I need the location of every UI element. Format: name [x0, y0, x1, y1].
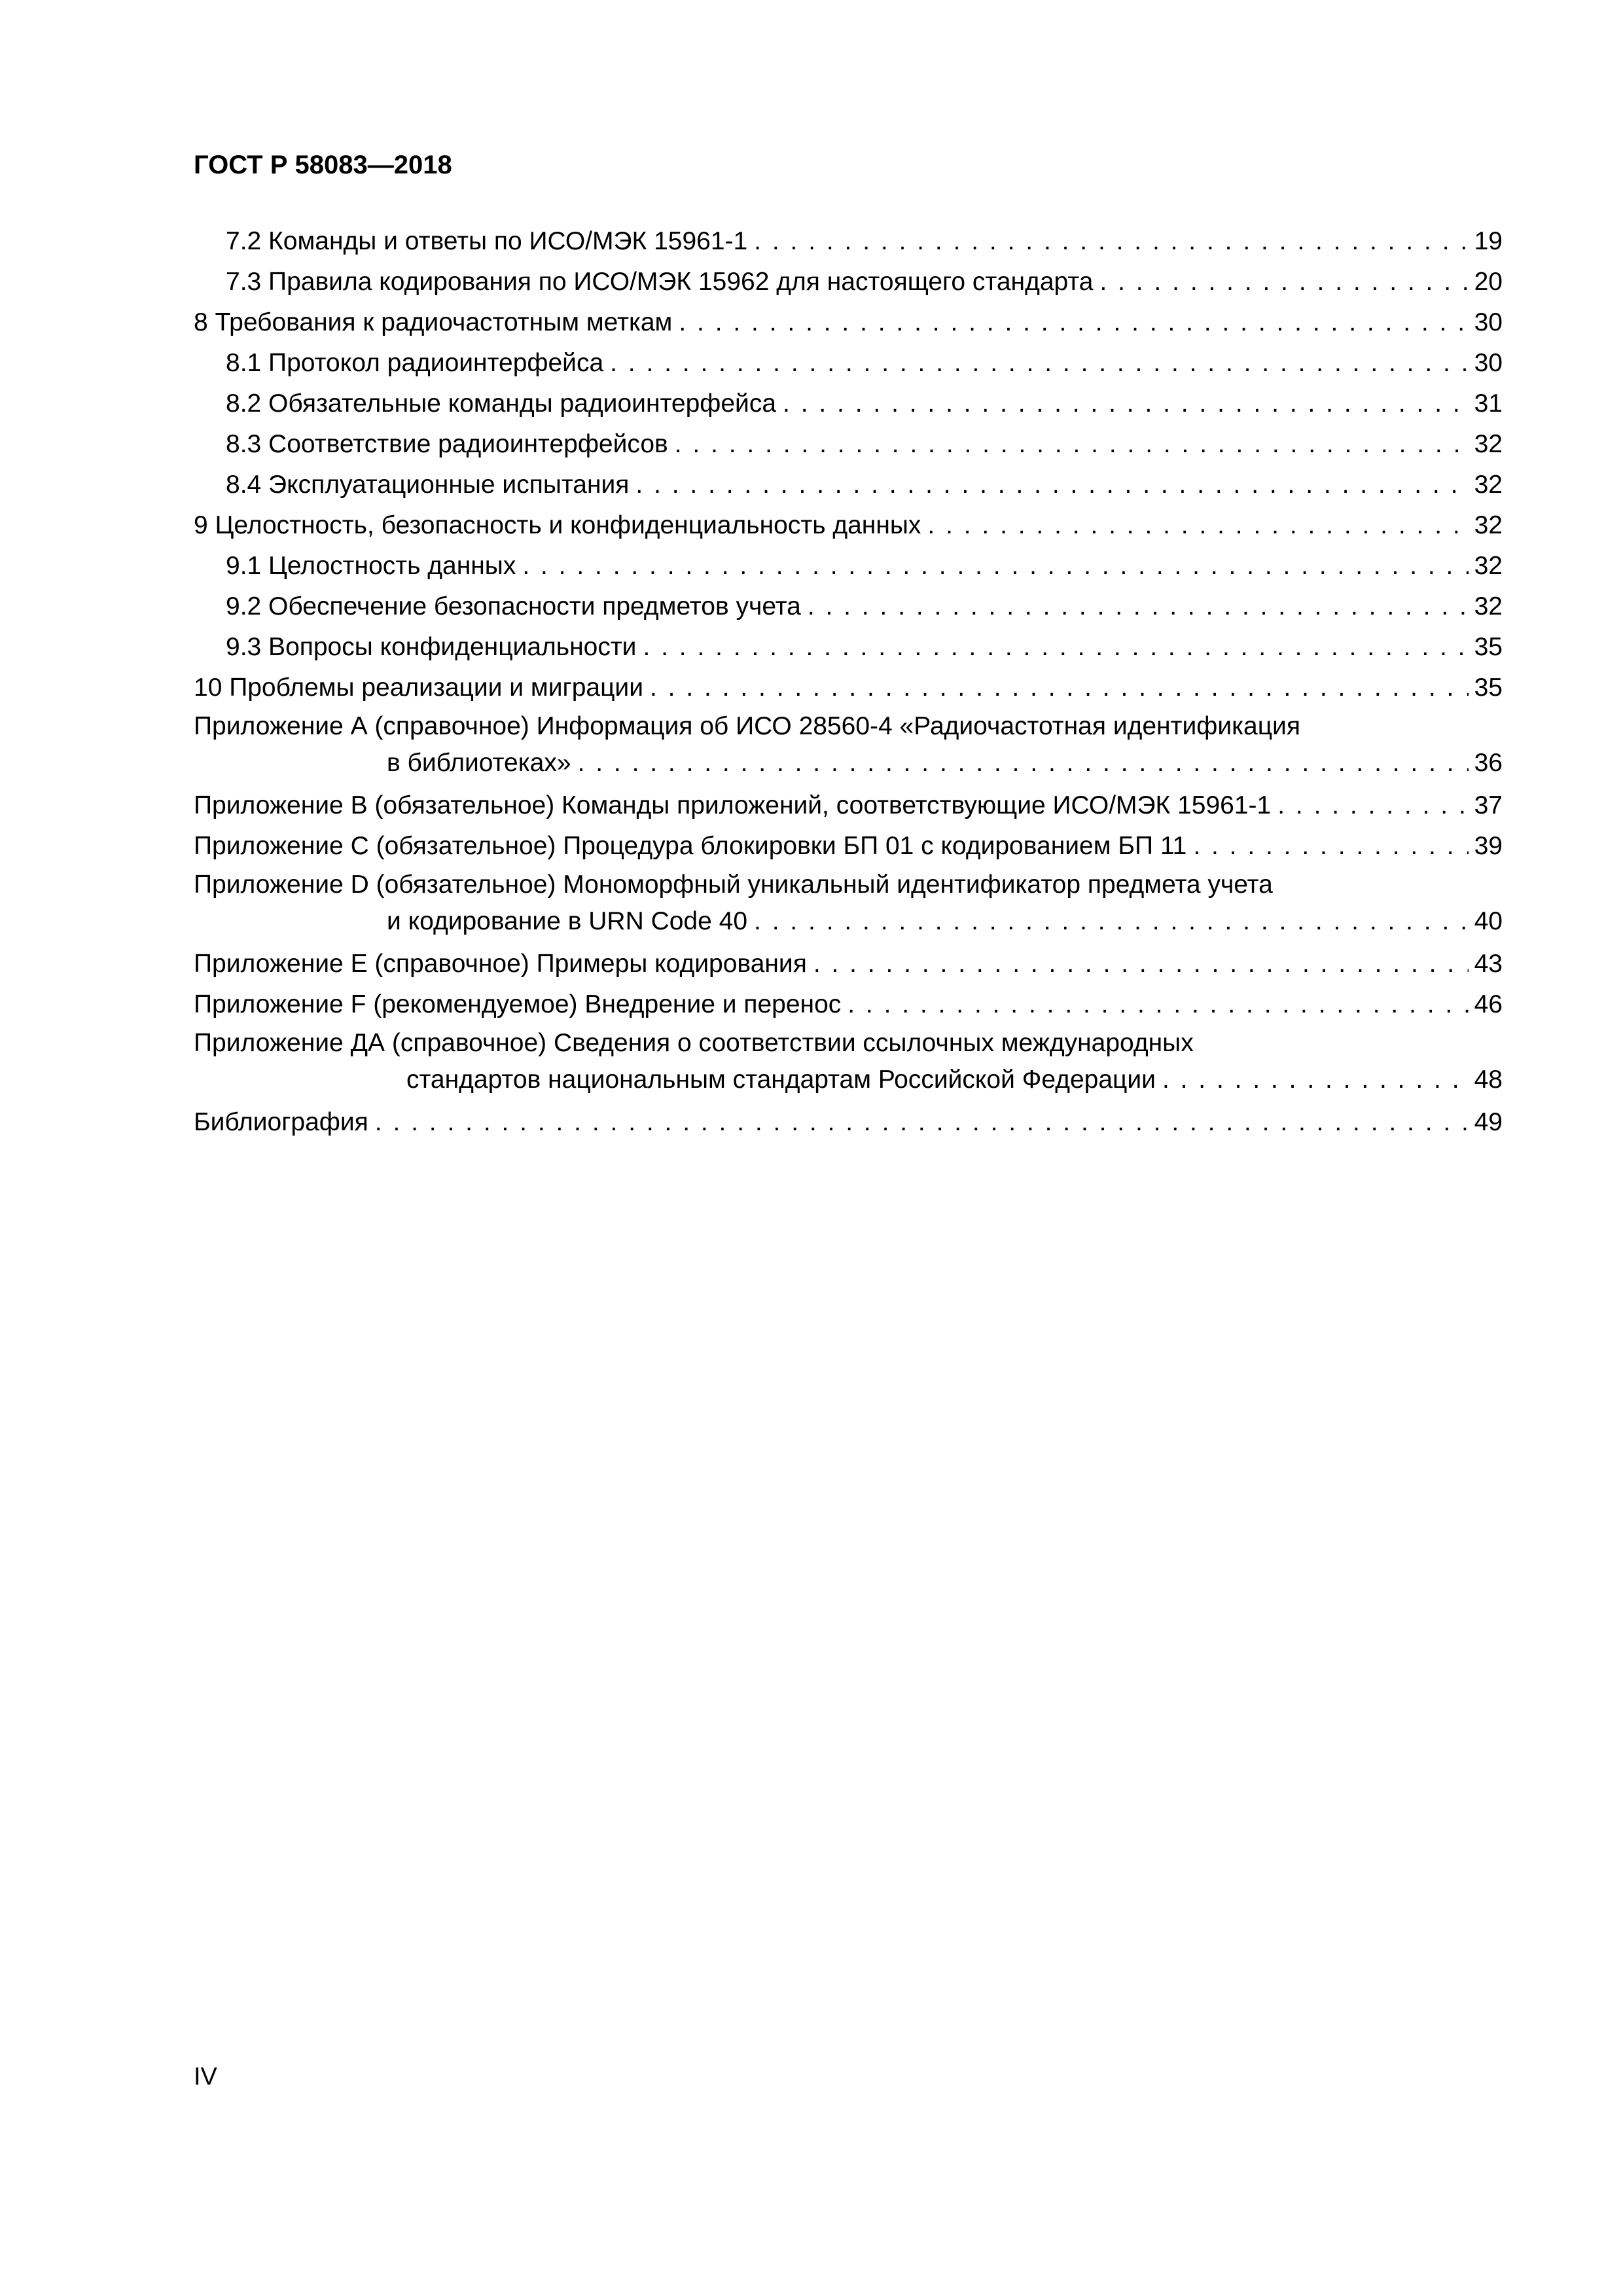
dot-leader: [1277, 785, 1469, 826]
toc-entry-title: 8 Требования к радиочастотным меткам: [194, 308, 673, 336]
toc-page-number: 19: [1474, 227, 1503, 255]
toc-entry-title: 9.2 Обеспечение безопасности предметов учета: [226, 592, 801, 620]
table-of-contents: [194, 221, 1503, 1143]
toc-page-number: 30: [1474, 349, 1503, 377]
toc-entry-title: 9.3 Вопросы конфиденциальности: [226, 633, 637, 661]
toc-entry-title-continuation: в библиотеках»: [387, 749, 571, 777]
dot-leader: [375, 1102, 1469, 1143]
toc-page-number: 37: [1474, 791, 1503, 819]
dot-leader: [522, 546, 1469, 586]
toc-page-number: 36: [1474, 749, 1503, 777]
dot-leader: [808, 586, 1469, 627]
toc-entry[interactable]: [194, 668, 1503, 708]
dot-leader: [847, 984, 1469, 1025]
toc-page-number: 48: [1474, 1066, 1503, 1094]
toc-entry-title: Приложение Е (справочное) Примеры кодирования: [194, 950, 807, 978]
toc-entry[interactable]: [194, 1102, 1503, 1143]
toc-entry[interactable]: [194, 586, 1503, 627]
dot-leader: [635, 465, 1469, 505]
toc-entry[interactable]: [194, 262, 1503, 302]
page-number: IV: [194, 2063, 217, 2090]
toc-entry[interactable]: [194, 546, 1503, 586]
toc-entry[interactable]: [194, 984, 1503, 1025]
toc-entry[interactable]: [194, 384, 1503, 424]
dot-leader: [643, 627, 1469, 668]
toc-entry[interactable]: [194, 505, 1503, 546]
toc-entry-title: Приложение С (обязательное) Процедура блокировки БП 01 с кодированием БП 11: [194, 832, 1187, 860]
dot-leader: [927, 505, 1469, 546]
toc-entry-title: 9.1 Целостность данных: [226, 552, 516, 580]
dot-leader: [578, 745, 1469, 781]
toc-page-number: 32: [1474, 592, 1503, 620]
toc-entry[interactable]: [194, 867, 1503, 940]
dot-leader: [1099, 262, 1469, 302]
dot-leader: [650, 668, 1469, 708]
toc-entry-title: Приложение D (обязательное) Мономорфный уникальный идентификатор предмета учета: [194, 870, 1273, 899]
toc-entry-title: 9 Целостность, безопасность и конфиденциальность данных: [194, 511, 921, 539]
dot-leader: [675, 424, 1469, 465]
toc-entry-title: Приложение ДА (справочное) Сведения о соответствии ссылочных международных: [194, 1029, 1194, 1057]
dot-leader: [813, 944, 1469, 984]
toc-page-number: 46: [1474, 990, 1503, 1018]
toc-entry[interactable]: [194, 944, 1503, 984]
toc-entry-title: Библиография: [194, 1108, 368, 1136]
toc-entry[interactable]: [194, 465, 1503, 505]
toc-entry-title: 8.2 Обязательные команды радиоинтерфейса: [226, 389, 777, 418]
dot-leader: [754, 221, 1469, 262]
toc-page-number: 39: [1474, 832, 1503, 860]
toc-entry-title: 7.3 Правила кодирования по ИСО/МЭК 15962 для настоящего стандарта: [226, 268, 1094, 296]
toc-page-number: 20: [1474, 268, 1503, 296]
toc-entry-title: 8.4 Эксплуатационные испытания: [226, 471, 630, 499]
toc-entry[interactable]: [194, 424, 1503, 465]
dot-leader: [754, 903, 1469, 940]
toc-page-number: 30: [1474, 308, 1503, 336]
toc-page-number: 40: [1474, 907, 1503, 935]
toc-entry[interactable]: [194, 343, 1503, 384]
toc-entry[interactable]: [194, 302, 1503, 343]
document-header: ГОСТ Р 58083—2018: [194, 151, 452, 179]
toc-page-number: 35: [1474, 673, 1503, 702]
toc-entry[interactable]: [194, 708, 1503, 781]
toc-entry-title-continuation: и кодирование в URN Code 40: [387, 907, 748, 935]
dot-leader: [610, 343, 1469, 384]
toc-entry[interactable]: [194, 221, 1503, 262]
toc-entry[interactable]: [194, 1025, 1503, 1098]
dot-leader: [1193, 826, 1469, 867]
toc-entry-title: 7.2 Команды и ответы по ИСО/МЭК 15961-1: [226, 227, 748, 255]
toc-entry-title: Приложение F (рекомендуемое) Внедрение и перенос: [194, 990, 842, 1018]
toc-page-number: 32: [1474, 430, 1503, 458]
dot-leader: [783, 384, 1469, 424]
toc-page-number: 35: [1474, 633, 1503, 661]
toc-page-number: 32: [1474, 511, 1503, 539]
toc-page-number: 49: [1474, 1108, 1503, 1136]
toc-entry[interactable]: [194, 627, 1503, 668]
toc-entry-title: 8.3 Соответствие радиоинтерфейсов: [226, 430, 668, 458]
toc-page-number: 32: [1474, 552, 1503, 580]
toc-entry[interactable]: [194, 826, 1503, 867]
dot-leader: [1162, 1062, 1469, 1098]
toc-entry[interactable]: [194, 785, 1503, 826]
toc-page-number: 31: [1474, 389, 1503, 418]
toc-entry-title: Приложение А (справочное) Информация об ИСО 28560-4 «Радиочастотная идентификация: [194, 712, 1300, 740]
toc-entry-title: 8.1 Протокол радиоинтерфейса: [226, 349, 604, 377]
dot-leader: [679, 302, 1469, 343]
toc-entry-title: Приложение В (обязательное) Команды приложений, соответствующие ИСО/МЭК 15961-1: [194, 791, 1272, 819]
toc-entry-title-continuation: стандартов национальным стандартам Российской Федерации: [406, 1066, 1156, 1094]
toc-page-number: 43: [1474, 950, 1503, 978]
toc-entry-title: 10 Проблемы реализации и миграции: [194, 673, 643, 702]
toc-page-number: 32: [1474, 471, 1503, 499]
